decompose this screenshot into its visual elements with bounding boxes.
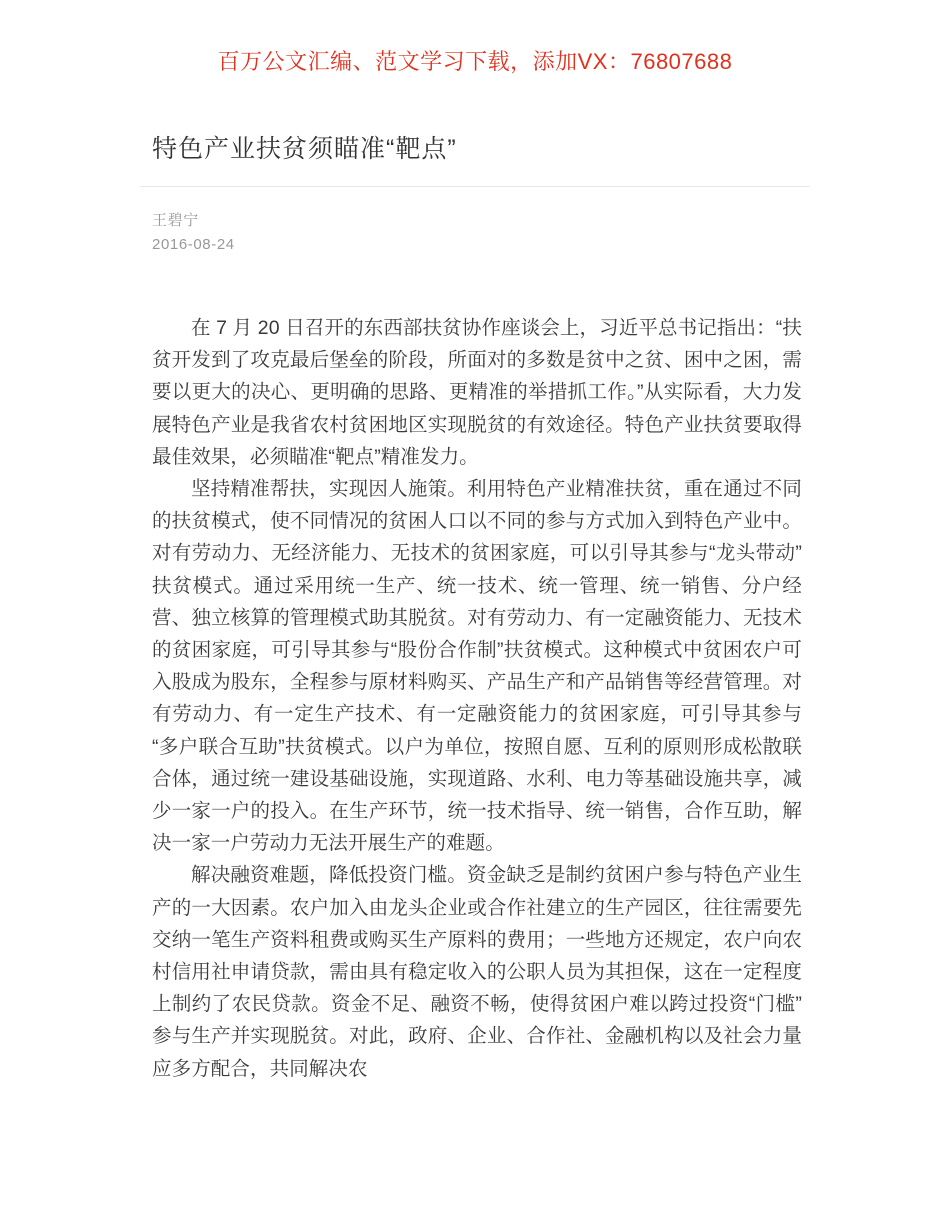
body-paragraph: 解决融资难题，降低投资门槛。资金缺乏是制约贫困户参与特色产业生产的一大因素。农户加入由龙头企业或合作社建立的生产园区，往往需要先交纳一笔生产资料租费或购买生产原料的费用；一些地方还规定，农户向农村信用社申请贷款，需由具有稳定收入的公职人员为其担保，这在一定程度上制约了农民贷款。资金不足、融资不畅，使得贫困户难以跨过投资“门槛”参与生产并实现脱贫。对此，政府、企业、合作社、金融机构以及社会力量应多方配合，共同解决农 <box>152 864 802 1080</box>
article-header <box>140 130 810 257</box>
promo-banner-text: 百万公文汇编、范文学习下载，添加VX：76807688 <box>217 49 733 74</box>
article-body <box>152 312 802 1085</box>
author-name: 王碧宁 <box>152 212 199 229</box>
publish-date: 2016-08-24 <box>152 236 235 253</box>
page-title: 特色产业扶贫须瞄准“靶点” <box>152 135 457 163</box>
body-paragraph: 在 7 月 20 日召开的东西部扶贫协作座谈会上，习近平总书记指出：“扶贫开发到了攻克最后堡垒的阶段，所面对的多数是贫中之贫、困中之困，需要以更大的决心、更明确的思路、更精准的举措抓工作。”从实际看，大力发展特色产业是我省农村贫困地区实现脱贫的有效途径。特色产业扶贫要取得最佳效果，必须瞄准“靶点”精准发力。 <box>152 317 802 468</box>
body-paragraph: 坚持精准帮扶，实现因人施策。利用特色产业精准扶贫，重在通过不同的扶贫模式，使不同情况的贫困人口以不同的参与方式加入到特色产业中。对有劳动力、无经济能力、无技术的贫困家庭，可以引导其参与“龙头带动”扶贫模式。通过采用统一生产、统一技术、统一管理、统一销售、分户经营、独立核算的管理模式助其脱贫。对有劳动力、有一定融资能力、无技术的贫困家庭，可引导其参与“股份合作制”扶贫模式。这种模式中贫困农户可入股成为股东，全程参与原材料购买、产品生产和产品销售等经营管理。对有劳动力、有一定生产技术、有一定融资能力的贫困家庭，可引导其参与“多户联合互助”扶贫模式。以户为单位，按照自愿、互利的原则形成松散联合体，通过统一建设基础设施，实现道路、水利、电力等基础设施共享，减少一家一户的投入。在生产环节，统一技术指导、统一销售，合作互助，解决一家一户劳动力无法开展生产的难题。 <box>152 478 802 855</box>
article-meta <box>140 187 810 257</box>
